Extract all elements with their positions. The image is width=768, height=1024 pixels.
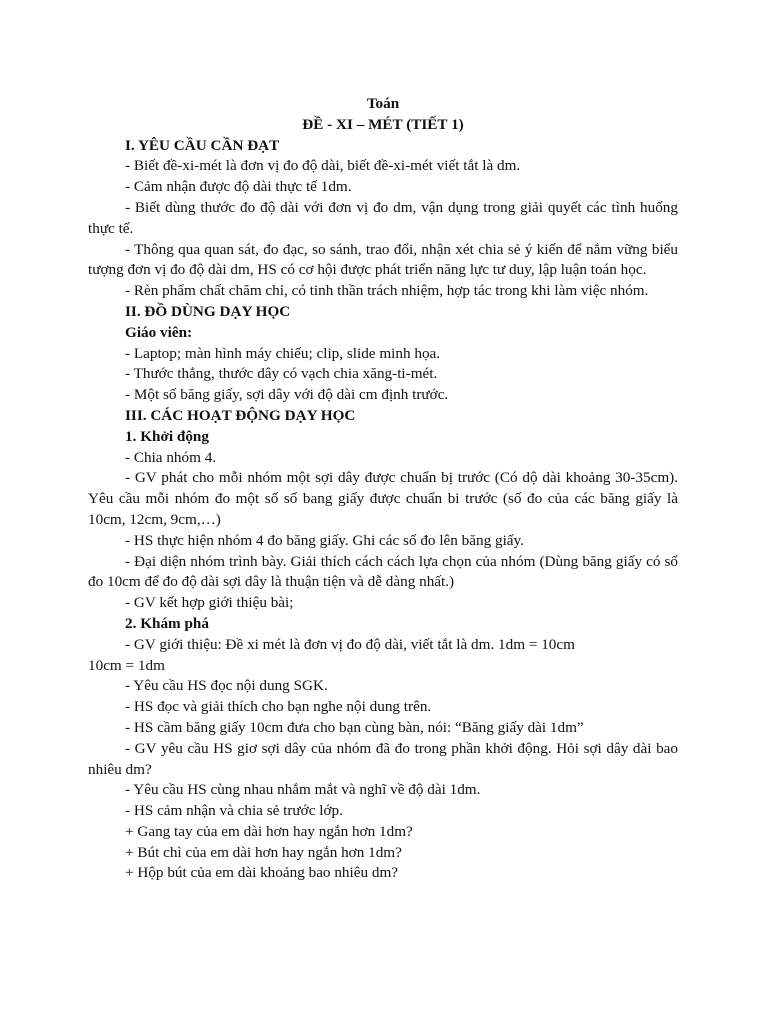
requirement-item: - Thông qua quan sát, đo đạc, so sánh, trao đổi, nhận xét chia sẻ ý kiến để nắm vững biểu tượng đơn vị đo độ dài dm, HS có cơ hội được phát triển năng lực tư duy, lập luận toán học. xyxy=(88,240,678,279)
document-page xyxy=(88,94,678,884)
explore-item: + Hộp bút của em dài khoảng bao nhiêu dm? xyxy=(125,864,399,882)
warmup-item: - Đại diện nhóm trình bày. Giải thích cách cách lựa chọn của nhóm (Dùng băng giấy có số đo 10cm để đo độ dài sợi dây là thuận tiện và dễ dàng nhất.) xyxy=(88,552,678,591)
lesson-title: ĐỀ - XI – MÉT (TIẾT 1) xyxy=(302,115,464,133)
warmup-item: - Chia nhóm 4. xyxy=(125,448,217,466)
requirement-item: - Biết đề-xi-mét là đơn vị đo độ dài, biết đề-xi-mét viết tắt là dm. xyxy=(125,157,521,175)
material-item: - Thước thẳng, thước dây có vạch chia xăng-ti-mét. xyxy=(125,365,438,383)
section-heading-activities: III. CÁC HOẠT ĐỘNG DẠY HỌC xyxy=(125,406,356,424)
warmup-item: - HS thực hiện nhóm 4 đo băng giấy. Ghi các số đo lên băng giấy. xyxy=(125,531,524,549)
explore-item: - GV giới thiệu: Đề xi mét là đơn vị đo độ dài, viết tắt là dm. 1dm = 10cm xyxy=(125,635,575,653)
section-heading-requirements: I. YÊU CẦU CẦN ĐẠT xyxy=(125,136,280,154)
section-heading-materials: II. ĐỒ DÙNG DẠY HỌC xyxy=(125,302,291,320)
subject-heading: Toán xyxy=(366,95,400,112)
material-item: - Laptop; màn hình máy chiếu; clip, slide minh họa. xyxy=(125,344,441,362)
warmup-item: - GV kết hợp giới thiệu bài; xyxy=(125,594,294,612)
explore-item: - Yêu cầu HS cùng nhau nhắm mắt và nghĩ về độ dài 1dm. xyxy=(125,781,481,799)
subheading-explore: 2. Khám phá xyxy=(125,614,209,632)
requirement-item: - Cảm nhận được độ dài thực tế 1dm. xyxy=(125,178,352,196)
explore-item: - HS cảm nhận và chia sẻ trước lớp. xyxy=(125,802,343,820)
requirement-item: - Biết dùng thước đo độ dài với đơn vị đo dm, vận dụng trong giải quyết các tình huống thực tế. xyxy=(88,198,678,237)
explore-item: + Bút chì của em dài hơn hay ngắn hơn 1dm? xyxy=(125,843,402,861)
explore-item: 10cm = 1dm xyxy=(88,656,165,674)
explore-item: + Gang tay của em dài hơn hay ngắn hơn 1dm? xyxy=(125,822,413,840)
explore-item: - HS đọc và giải thích cho bạn nghe nội dung trên. xyxy=(125,698,432,716)
subheading-teacher: Giáo viên: xyxy=(125,323,193,341)
explore-item: - GV yêu cầu HS giơ sợi dây của nhóm đã đo trong phần khởi động. Hỏi sợi dây dài bao nhiêu dm? xyxy=(88,739,678,778)
subheading-warmup: 1. Khởi động xyxy=(125,427,209,445)
explore-item: - HS cầm băng giấy 10cm đưa cho bạn cùng bàn, nói: “Băng giấy dài 1dm” xyxy=(125,718,584,736)
explore-item: - Yêu cầu HS đọc nội dung SGK. xyxy=(125,677,328,695)
requirement-item: - Rèn phẩm chất chăm chỉ, có tinh thần trách nhiệm, hợp tác trong khi làm việc nhóm. xyxy=(125,282,649,300)
warmup-item: - GV phát cho mỗi nhóm một sợi dây được chuẩn bị trước (Có dộ dài khoảng 30-35cm). Yêu cầu mỗi nhóm đo một số số bang giấy được chuẩn bi trước (số đo của các băng giấy là 10cm, 12cm, 9cm,…) xyxy=(88,469,678,528)
material-item: - Một số băng giấy, sợi dây với độ dài cm định trước. xyxy=(125,386,449,404)
